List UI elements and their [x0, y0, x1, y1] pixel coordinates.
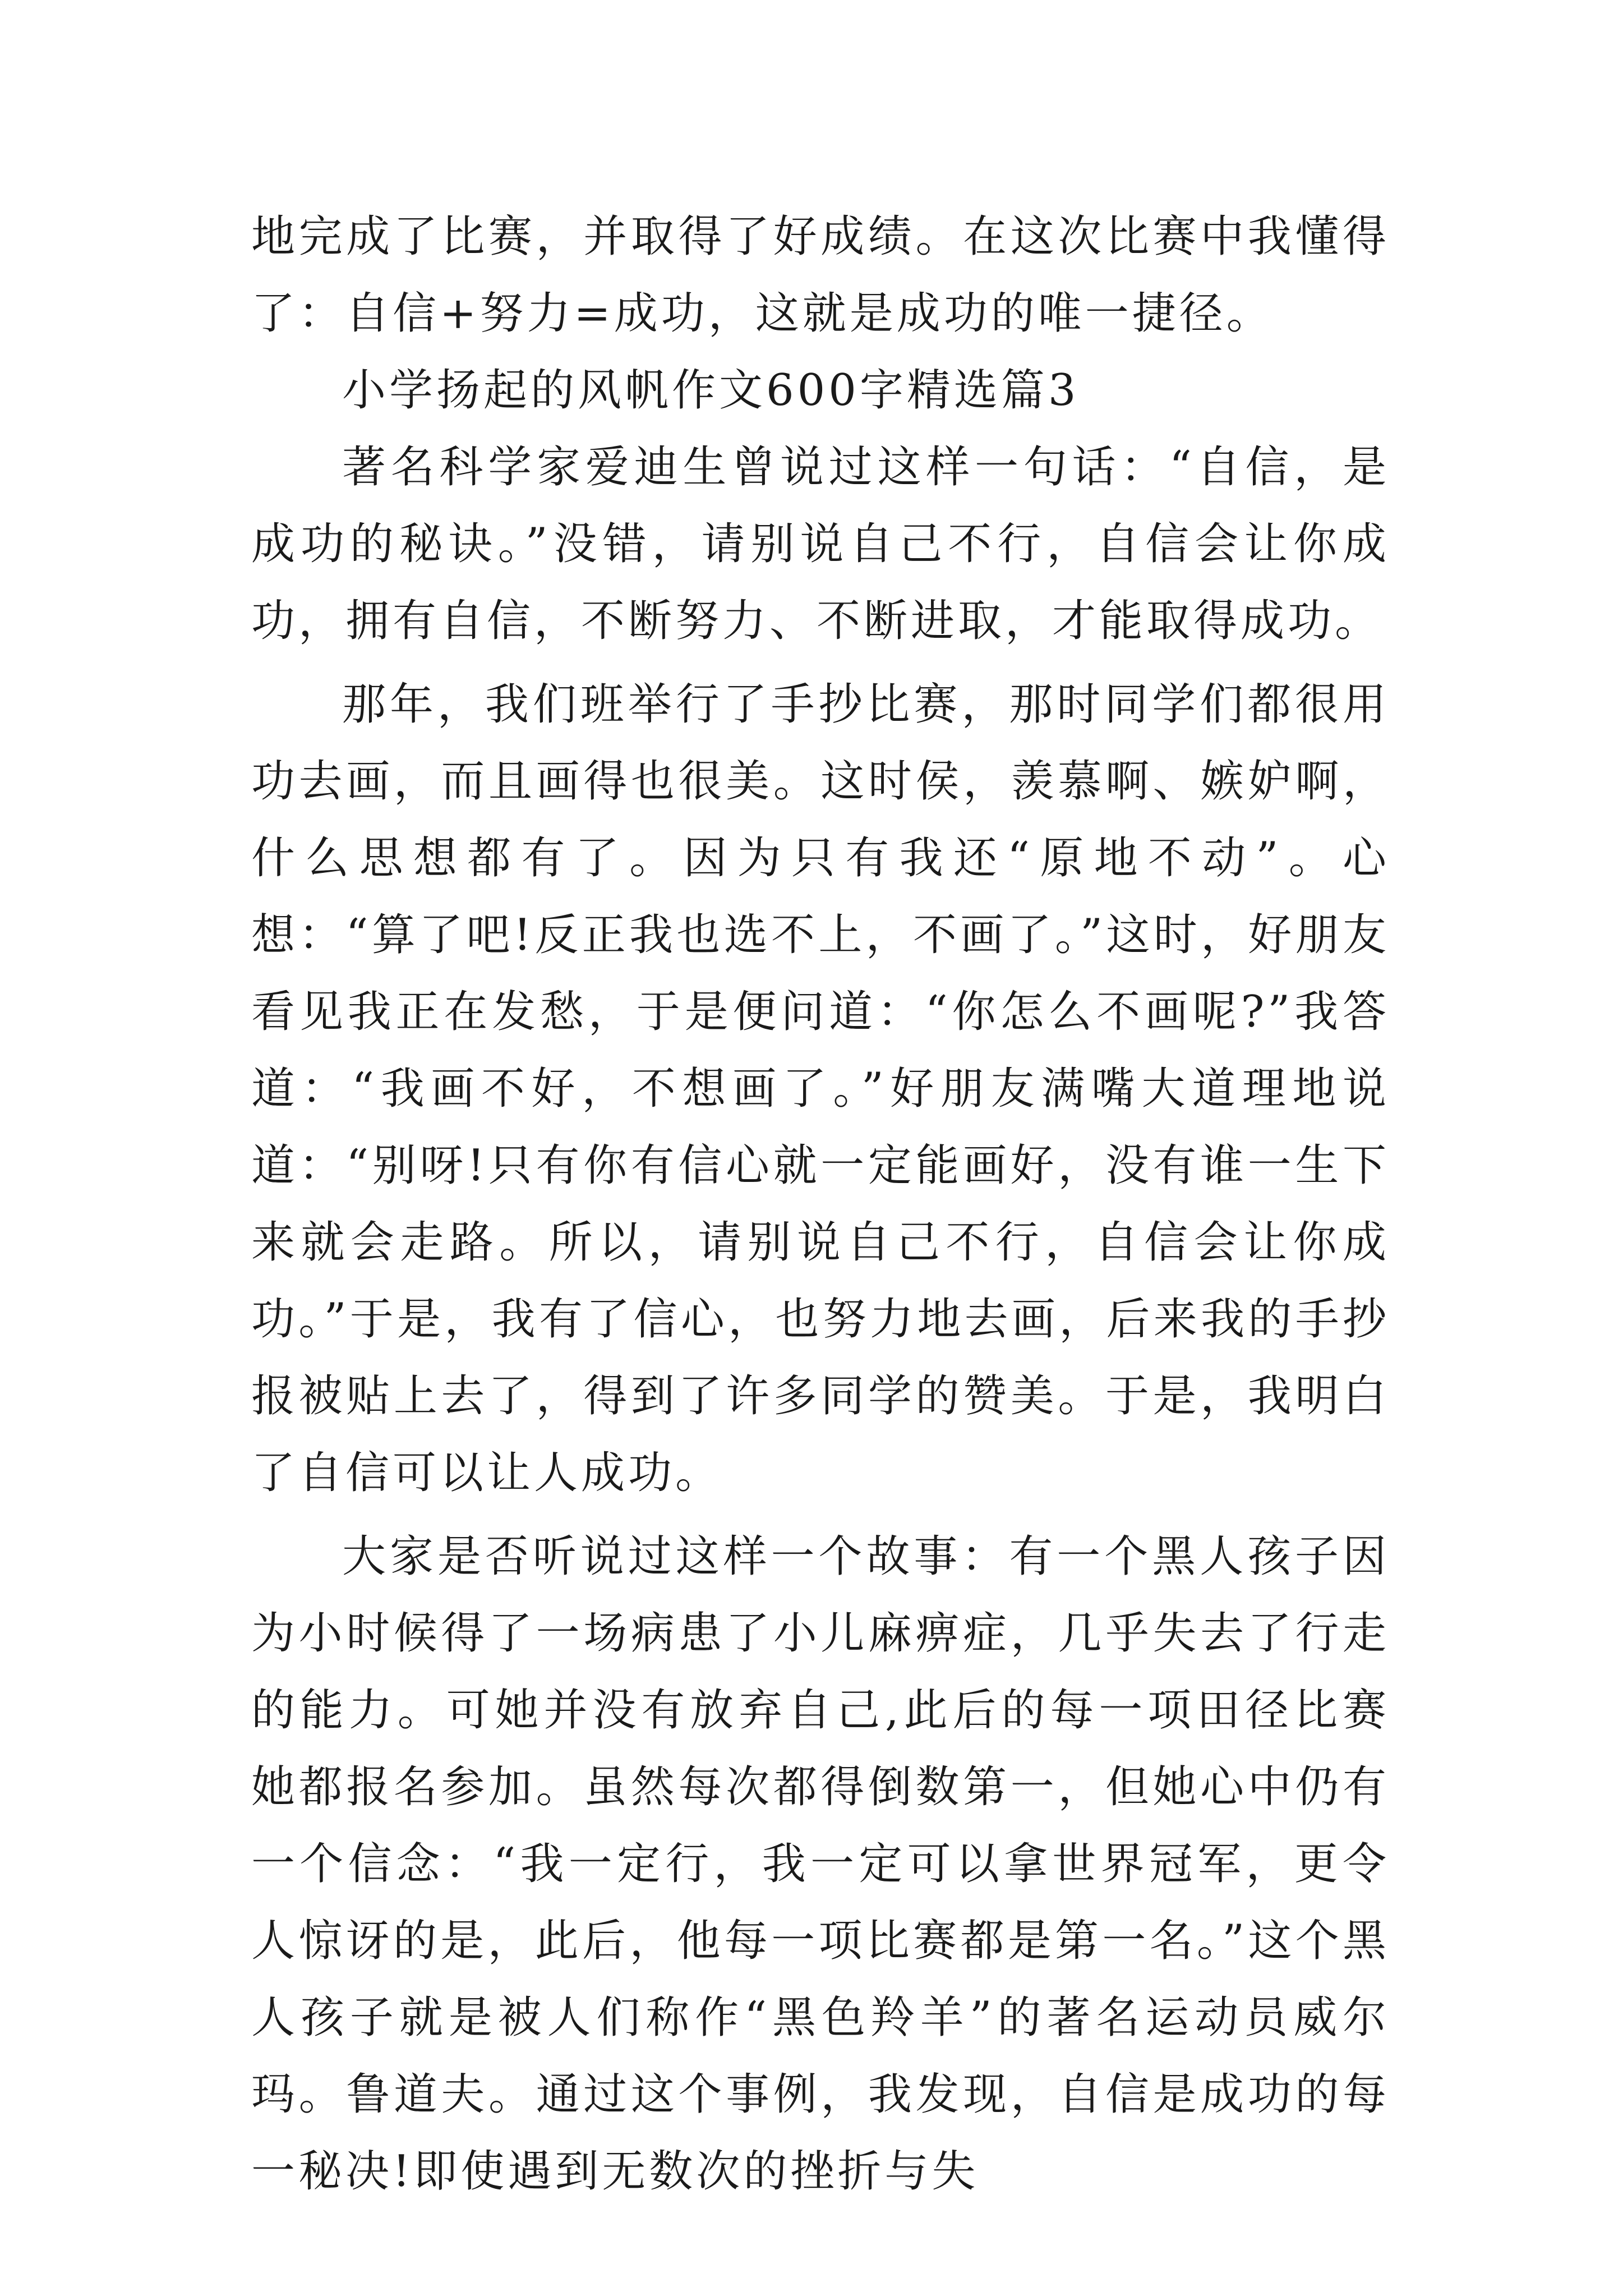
paragraph-handcopy-contest: 那年，我们班举行了手抄比赛，那时同学们都很用功去画，而且画得也很美。这时侯，羡慕啊、嫉妒啊，什么思想都有了。因为只有我还“原地不动”。心想：“算了吧!反正我也选不上，不画了。”这时，好朋友看见我正在发愁，于是便问道：“你怎么不画呢?”我答道：“我画不好，不想画了。”好朋友满嘴大道理地说道：“别呀!只有你有信心就一定能画好，没有谁一生下来就会走路。所以，请别说自己不行，自信会让你成功。”于是，我有了信心，也努力地去画，后来我的手抄报被贴上去了，得到了许多同学的赞美。于是，我明白了自信可以让人成功。 — [251, 679, 1390, 1498]
document-body — [251, 199, 1390, 2210]
paragraph-continuation: 地完成了比赛，并取得了好成绩。在这次比赛中我懂得了：自信+努力=成功，这就是成功的唯一捷径。 — [251, 211, 1390, 339]
paragraph-wilma-story: 大家是否听说过这样一个故事：有一个黑人孩子因为小时候得了一场病患了小儿麻痹症，几乎失去了行走的能力。可她并没有放弃自己,此后的每一项田径比赛她都报名参加。虽然每次都得倒数第一，但她心中仍有一个信念：“我一定行，我一定可以拿世界冠军，更令人惊讶的是，此后，他每一项比赛都是第一名。”这个黑人孩子就是被人们称作“黑色羚羊”的著名运动员威尔玛。鲁道夫。通过这个事例，我发现，自信是成功的每一秘决!即使遇到无数次的挫折与失 — [251, 1531, 1390, 2197]
section-heading: 小学扬起的风帆作文600字精选篇3 — [342, 365, 1080, 416]
paragraph-edison-quote: 著名科学家爱迪生曾说过这样一句话：“自信，是成功的秘诀。”没错，请别说自己不行，自信会让你成功，拥有自信，不断努力、不断进取，才能取得成功。 — [251, 442, 1390, 646]
